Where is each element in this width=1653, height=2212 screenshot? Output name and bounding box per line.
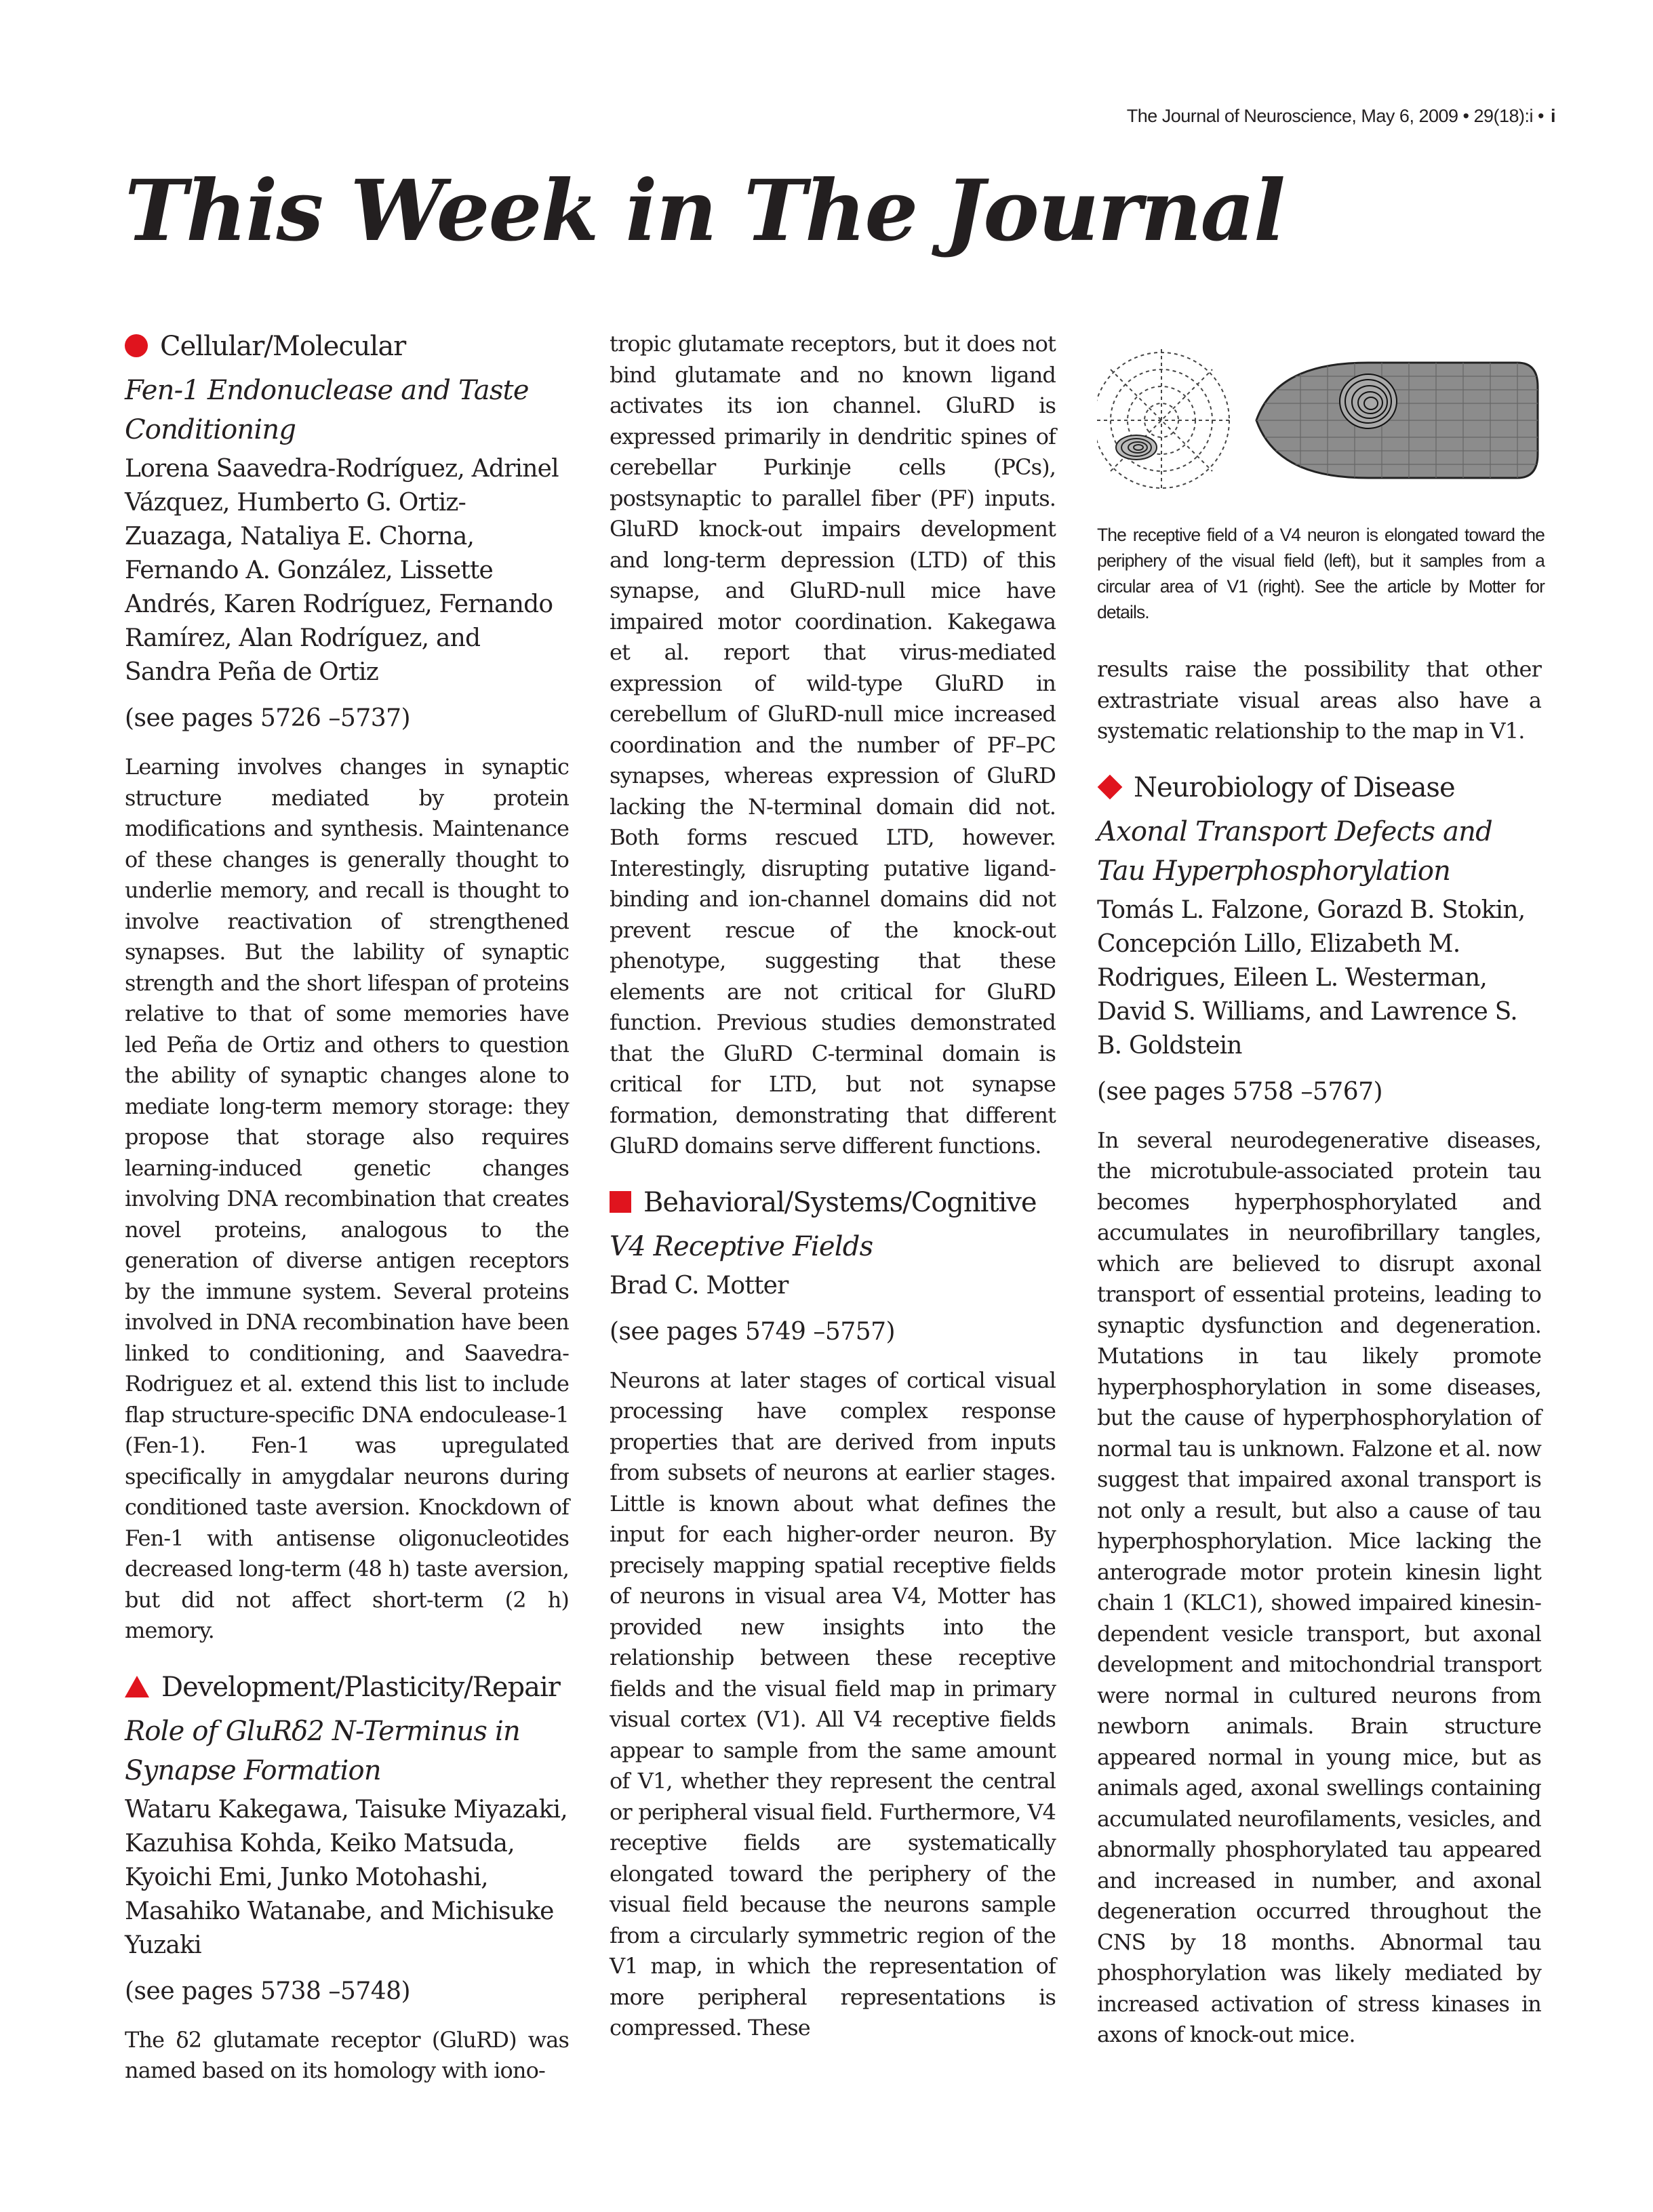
column-2: [610, 329, 1056, 2044]
article-body: Neurons at later stages of cortical visual processing have complex response properties that are derived from inputs from subsets of neurons at earlier stages. Little is known about what defines the input for each higher-order neuron. By precisely mapping spatial receptive fields of neurons in visual area V4, Motter has provided new insights into the relationship between these receptive fields and the visual field map in primary visual cortex (V1). All V4 receptive fields appear to sample from the same amount of V1, whether they represent the central or peripheral visual field. Furthermore, V4 receptive fields are systematically elongated toward the periphery of the visual field because the neurons sample from a circularly symmetric region of the V1 map, in which the representation of more peripheral representations is compressed. These: [610, 1367, 1056, 2040]
article-title-line: Tau Hyperphosphorylation: [1097, 855, 1451, 887]
red-diamond-icon: [1098, 774, 1123, 799]
section-heading-label: Behavioral/Systems/Cognitive: [643, 1186, 1037, 1218]
page-reference: (see pages 5726 –5737): [125, 704, 411, 732]
article-title-line: Conditioning: [125, 414, 296, 445]
page-reference: (see pages 5749 –5757): [610, 1317, 896, 1346]
receptive-field-contours: [1116, 435, 1157, 460]
article-title-line: Fen-1 Endonuclease and Taste: [125, 375, 529, 406]
authors: Lorena Saavedra-Rodríguez, Adrinel Vázquez, Humberto G. Ortiz-Zuazaga, Nataliya E. Chorna, Fernando A. González, Lissette Andrés, Karen Rodríguez, Fernando Ramírez, Alan Rodríguez, and Sandra Peña de Ortiz: [125, 455, 559, 686]
red-triangle-icon: [125, 1676, 149, 1697]
running-head-text: The Journal of Neuroscience, May 6, 2009 • 29(18):i •: [1126, 106, 1544, 126]
article-body-continued: tropic glutamate receptors, but it does not bind glutamate and no known ligand activates its ion channel. GluRD is expressed primarily in dendritic spines of cerebellar Purkinje cells (PCs), postsynaptic to parallel fiber (PF) inputs. GluRD knock-out impairs development and long-term depression (LTD) of this synapse, and GluRD-null mice have impaired motor coordination. Kakegawa et al. report that virus-mediated expression of wild-type GluRD in cerebellum of GluRD-null mice increased coordination and the number of PF–PC synapses, whereas expression of GluRD lacking the N-terminal domain did not. Both forms rescued LTD, however. Interestingly, disrupting putative ligand-binding and ion-channel domains did not prevent rescue of the knock-out phenotype, suggesting that these elements are not critical for GluRD function. Previous studies demonstrated that the GluRD C-terminal domain is critical for LTD, but not synapse formation, demonstrating that different GluRD domains serve different functions.: [610, 331, 1056, 1159]
section-heading-label: Neurobiology of Disease: [1134, 771, 1455, 803]
article-title: [125, 371, 569, 449]
visual-field-polar-grid: [1097, 349, 1233, 491]
figure-caption: The receptive field of a V4 neuron is elongated toward the periphery of the visual field (left), but it samples from a circular area of V1 (right). See the article by Motter for details.: [1097, 525, 1545, 622]
article-title: [610, 1227, 1056, 1266]
article-title: [125, 1712, 569, 1790]
article-body: The δ2 glutamate receptor (GluRD) was named based on its homology with iono-: [125, 2026, 569, 2083]
authors: Wataru Kakegawa, Taisuke Miyazaki, Kazuhisa Kohda, Keiko Matsuda, Kyoichi Emi, Junko Motohashi, Masahiko Watanabe, and Michisuke Yuzaki: [125, 1795, 567, 1959]
column-3: [1097, 654, 1541, 2051]
page-reference: (see pages 5758 –5767): [1097, 1077, 1383, 1106]
receptive-field-diagram: [1097, 346, 1541, 495]
article-title-line: Role of GluRδ2 N-Terminus in: [125, 1715, 520, 1747]
authors: Tomás L. Falzone, Gorazd B. Stokin, Concepción Lillo, Elizabeth M. Rodrigues, Eileen L. Westerman, David S. Williams, and Lawrence S. B. Goldstein: [1097, 896, 1526, 1060]
article-title-line: V4 Receptive Fields: [610, 1230, 873, 1262]
section-heading-neurobiology: [1097, 770, 1541, 805]
article-title: [1097, 812, 1541, 891]
article-body: In several neurodegenerative diseases, the microtubule-associated protein tau becomes hyperphosphorylated and accumulates in neurofibrillary tangles, which are believed to disrupt axonal transport of essential proteins, leading to synaptic dysfunction and degeneration. Mutations in tau likely promote hyperphosphorylation in some diseases, but the cause of hyperphosphorylation of normal tau is unknown. Falzone et al. now suggest that impaired axonal transport is not only a result, but also a cause of tau hyperphosphorylation. Mice lacking the anterograde motor protein kinesin light chain 1 (KLC1), showed impaired kinesin-dependent vesicle transport, but axonal development and mitochondrial transport were normal in cultured neurons from newborn animals. Brain structure appeared normal in young mice, but as animals aged, axonal swellings containing accumulated neurofilaments, vesicles, and abnormally phosphorylated tau appeared and increased in number, and axonal degeneration occurred throughout the CNS by 18 months. Abnormal tau phosphorylation was likely mediated by increased activation of stress kinases in axons of knock-out mice.: [1097, 1127, 1541, 2047]
v1-contours: [1340, 374, 1397, 428]
section-heading-label: Development/Plasticity/Repair: [161, 1671, 560, 1703]
article-title-line: Synapse Formation: [125, 1754, 381, 1786]
receptive-field-figure: [1097, 346, 1541, 495]
red-square-icon: [610, 1191, 631, 1213]
column-1: [125, 329, 569, 2087]
running-head: [1127, 106, 1555, 127]
authors: Brad C. Motter: [610, 1271, 789, 1300]
article-body-continued: results raise the possibility that other extrastriate visual areas also have a systematic relationship to the map in V1.: [1097, 656, 1541, 744]
section-heading-development: [125, 1670, 569, 1705]
red-circle-icon: [125, 334, 148, 357]
section-heading-label: Cellular/Molecular: [160, 331, 406, 362]
article-body: Learning involves changes in synaptic structure mediated by protein modifications and synthesis. Maintenance of these changes is generally thought to underlie memory, and recall is thought to involve reactivation of strengthened synapses. But the lability of synaptic strength and the short lifespan of proteins relative to that of some memories have led Peña de Ortiz and others to question the ability of synaptic changes alone to mediate long-term memory storage: they propose that storage also requires learning-induced genetic changes involving DNA recombination that creates novel proteins, analogous to the generation of diverse antigen receptors by the immune system. Several proteins involved in DNA recombination have been linked to conditioning, and Saavedra-Rodriguez et al. extend this list to include flap structure-specific DNA endoculease-1 (Fen-1). Fen-1 was upregulated specifically in amygdalar neurons during conditioned taste aversion. Knockdown of Fen-1 with antisense oligonucleotides decreased long-term (48 h) taste aversion, but did not affect short-term (2 h) memory.: [125, 754, 569, 1643]
v1-map-shape: [1253, 359, 1541, 481]
page-title: This Week in The Journal: [125, 162, 1284, 260]
section-heading-cellular: [125, 329, 569, 364]
page-number: i: [1550, 106, 1555, 126]
section-heading-behavioral: [610, 1185, 1056, 1220]
page-reference: (see pages 5738 –5748): [125, 1977, 411, 2005]
article-title-line: Axonal Transport Defects and: [1097, 816, 1492, 847]
